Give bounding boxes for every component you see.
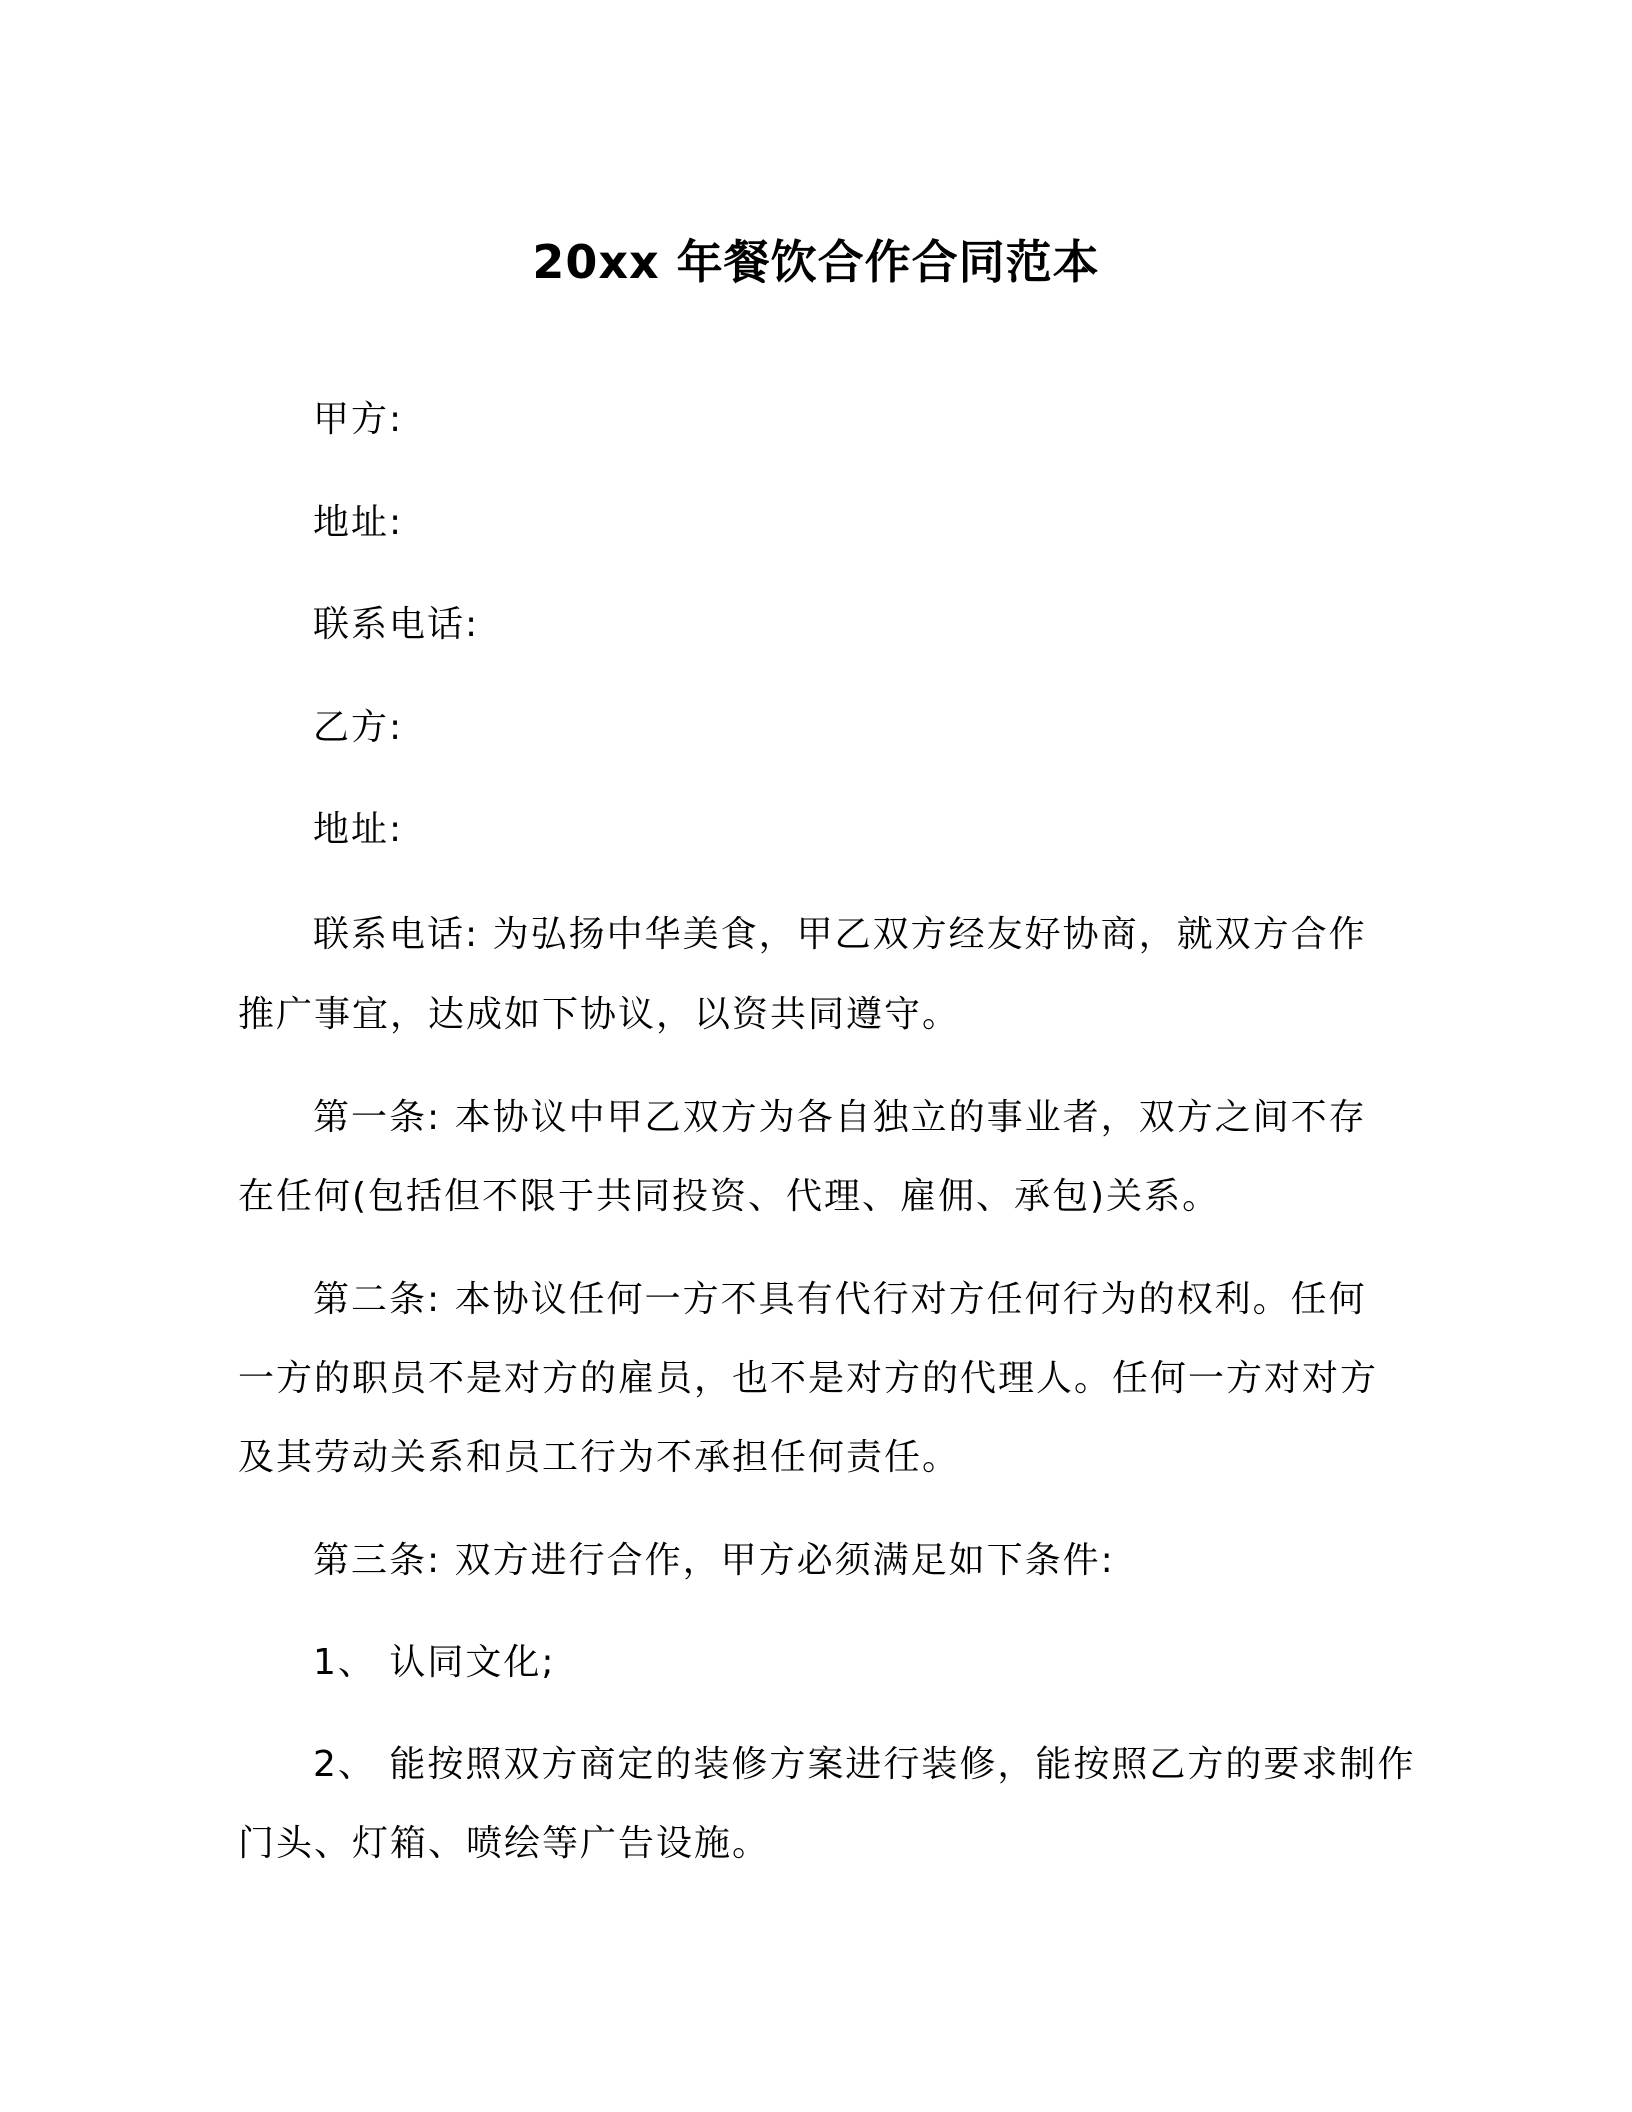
- article-2-line-1: 第二条: 本协议任何一方不具有代行对方任何行为的权利。任何: [313, 1279, 1367, 1320]
- article-1-line-2: 在任何(包括但不限于共同投资、代理、雇佣、承包)关系。: [238, 1176, 1221, 1217]
- article-3-line-1: 第三条: 双方进行合作，甲方必须满足如下条件:: [313, 1540, 1115, 1581]
- article-1-line-1: 第一条: 本协议中甲乙双方为各自独立的事业者，双方之间不存: [313, 1097, 1367, 1138]
- article-2-line-2: 一方的职员不是对方的雇员，也不是对方的代理人。任何一方对对方: [238, 1358, 1379, 1399]
- document-title: 20xx 年餐饮合作合同范本: [532, 235, 1100, 289]
- party-b-label: 乙方:: [313, 707, 404, 748]
- condition-2-line-1: 2、 能按照双方商定的装修方案进行装修，能按照乙方的要求制作: [313, 1744, 1416, 1785]
- preamble-line-2: 推广事宜，达成如下协议，以资共同遵守。: [238, 994, 961, 1035]
- condition-2-line-2: 门头、灯箱、喷绘等广告设施。: [238, 1823, 771, 1864]
- party-a-label: 甲方:: [313, 399, 404, 440]
- party-a-phone-label: 联系电话:: [313, 604, 480, 645]
- party-a-address-label: 地址:: [313, 502, 404, 543]
- article-2-line-3: 及其劳动关系和员工行为不承担任何责任。: [238, 1437, 961, 1478]
- condition-1: 1、 认同文化;: [313, 1642, 556, 1683]
- party-b-address-label: 地址:: [313, 809, 404, 850]
- preamble-line-1: 联系电话: 为弘扬中华美食，甲乙双方经友好协商，就双方合作: [313, 914, 1367, 955]
